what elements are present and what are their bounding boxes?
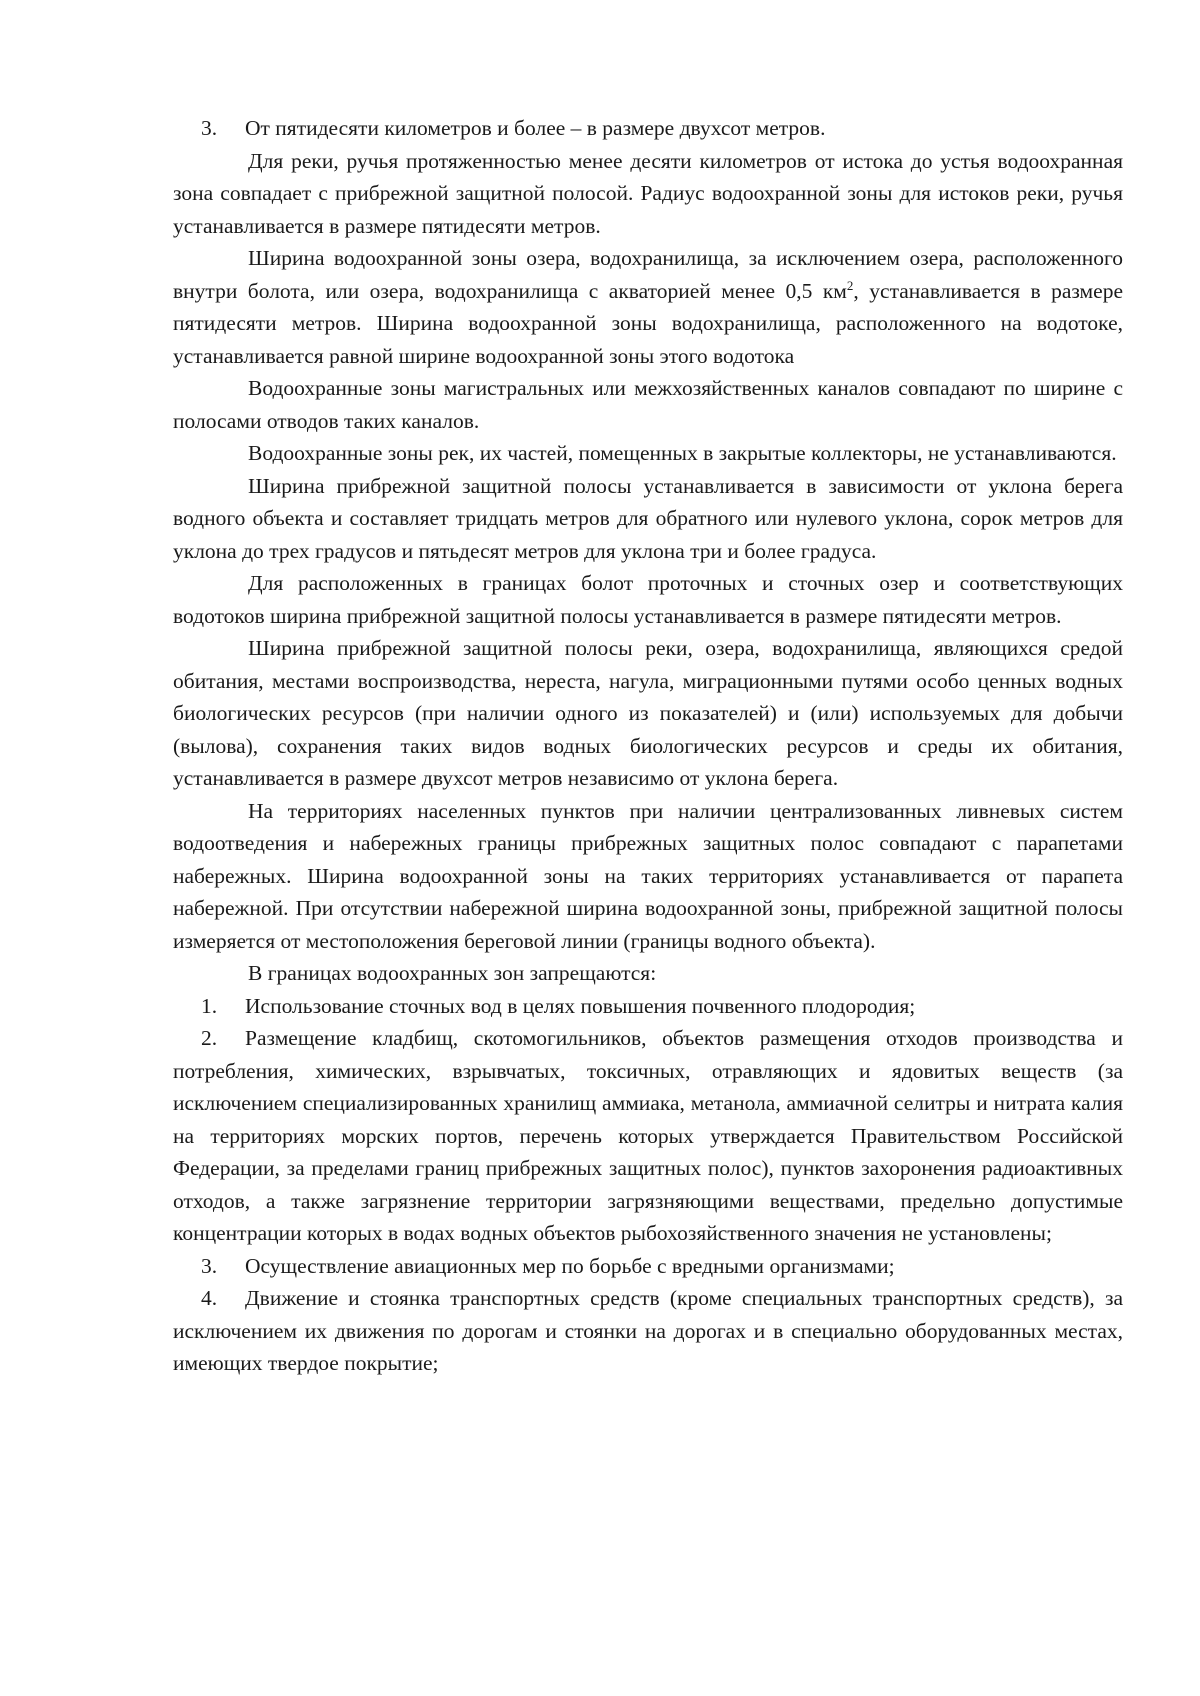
superscript-2: 2	[846, 277, 854, 293]
paragraph-swamp-lakes: Для расположенных в границах болот проточных и сточных озер и соответствующих водотоков ширина прибрежной защитной полосы устанавливается в размере пятидесяти метров.	[173, 571, 1123, 628]
paragraph-short-rivers: Для реки, ручья протяженностью менее десяти километров от истока до устья водоохранная зона совпадает с прибрежной защитной полосой. Радиус водоохранной зоны для истоков реки, ручья устанавливается в размере пятидесяти метров.	[173, 148, 1123, 238]
paragraph-prohibitions-intro: В границах водоохранных зон запрещаются:	[248, 961, 657, 985]
paragraph-closed-collectors: Водоохранные зоны рек, их частей, помещенных в закрытые коллекторы, не устанавливаются.	[248, 441, 1117, 465]
list-text: Движение и стоянка транспортных средств (кроме специальных транспортных средств), за исключением их движения по дорогам и стоянки на дорогах и в специально оборудованных местах, имеющих твердое покрытие;	[173, 1286, 1123, 1375]
list-number: 2.	[201, 1026, 218, 1050]
list-text: От пятидесяти километров и более – в размере двухсот метров.	[245, 116, 826, 140]
list-item-distance-3	[173, 112, 1123, 145]
paragraph-protective-strip-slope: Ширина прибрежной защитной полосы устанавливается в зависимости от уклона берега водного объекта и составляет тридцать метров для обратного или нулевого уклона, сорок метров для уклона до трех градусов и пятьдесят метров для уклона три и более градуса.	[173, 473, 1123, 563]
list-item-prohibited-1	[173, 990, 1123, 1023]
lake-text-part-2: , устанавливается в размере пятидесяти метров. Ширина водоохранной зоны водохранилища, расположенного на водотоке, устанавливается равной ширине водоохранной зоны этого водотока	[173, 278, 1124, 368]
paragraph-biological-resources: Ширина прибрежной защитной полосы реки, озера, водохранилища, являющихся средой обитания, местами воспроизводства, нереста, нагула, миграционными путями особо ценных водных биологических ресурсов (при наличии одного из показателей) и (или) используемых для добычи (вылова), сохранения таких видов водных биологических ресурсов и среды их обитания, устанавливается в размере двухсот метров независимо от уклона берега.	[173, 636, 1123, 790]
list-number: 4.	[201, 1286, 218, 1310]
list-text: Использование сточных вод в целях повышения почвенного плодородия;	[245, 993, 916, 1018]
document-page	[173, 112, 1123, 1380]
list-text: Размещение кладбищ, скотомогильников, объектов размещения отходов производства и потребления, химических, взрывчатых, токсичных, отравляющих и ядовитых веществ (за исключением специализированных хранилищ аммиака, метанола, аммиачной селитры и нитрата калия на территориях морских портов, перечень которых утверждается Правительством Российской Федерации, за пределами границ прибрежных защитных полос), пунктов захоронения радиоактивных отходов, а также загрязнение территории загрязняющими веществами, предельно допустимые концентрации которых в водах водных объектов рыбохозяйственного значения не установлены;	[173, 1026, 1123, 1245]
list-text: Осуществление авиационных мер по борьбе с вредными организмами;	[245, 1253, 895, 1278]
list-item-prohibited-2	[173, 1022, 1123, 1250]
paragraph-canals: Водоохранные зоны магистральных или межхозяйственных каналов совпадают по ширине с полосами отводов таких каналов.	[173, 376, 1123, 433]
list-item-prohibited-4	[173, 1282, 1123, 1380]
list-number: 3.	[201, 1253, 218, 1278]
lake-text-part-1: Ширина водоохранной зоны озера, водохранилища, за исключением озера, расположенного внутри болота, или озера, водохранилища с акваторией менее 0,5 км	[173, 246, 1123, 303]
paragraph-lake-width	[173, 242, 1123, 372]
list-number: 1.	[201, 993, 218, 1018]
list-number: 3.	[201, 116, 218, 140]
list-item-prohibited-3	[173, 1250, 1123, 1283]
paragraph-settlements: На территориях населенных пунктов при наличии централизованных ливневых систем водоотведения и набережных границы прибрежных защитных полос совпадают с парапетами набережных. Ширина водоохранной зоны на таких территориях устанавливается от парапета набережной. При отсутствии набережной ширина водоохранной зоны, прибрежной защитной полосы измеряется от местоположения береговой линии (границы водного объекта).	[173, 798, 1123, 953]
